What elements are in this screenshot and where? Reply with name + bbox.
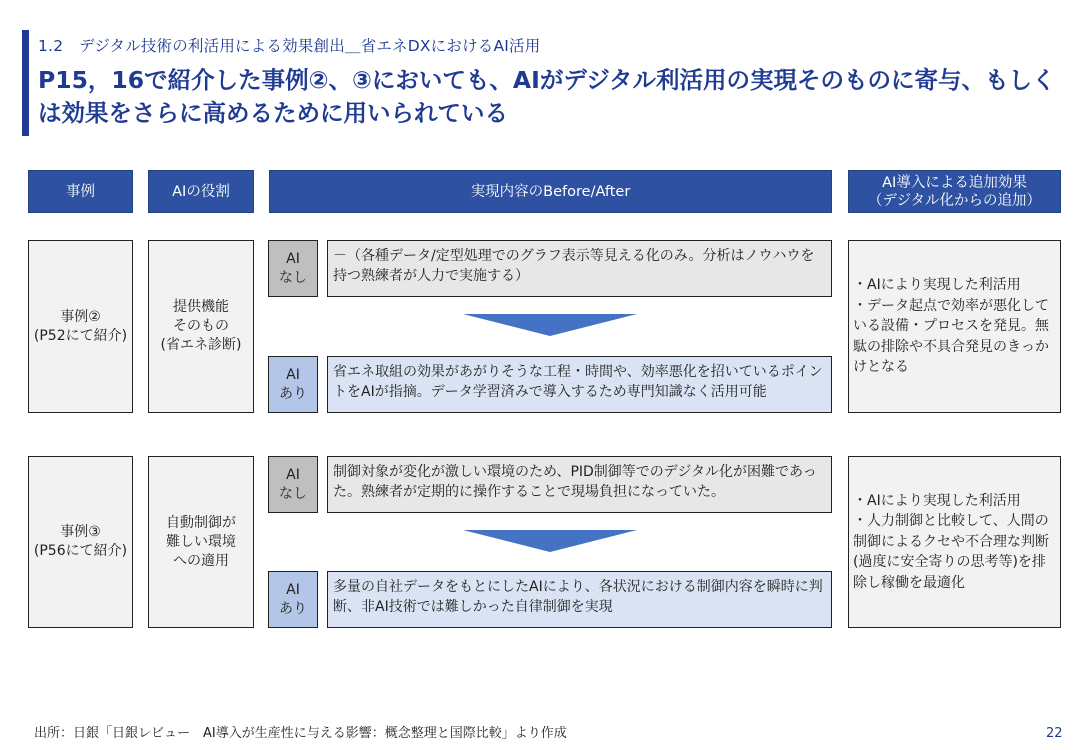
header-additional-effect — [848, 170, 1061, 213]
case-reference: (P56にて紹介) — [33, 543, 128, 559]
header-before-after: 実現内容のBefore/After — [269, 170, 832, 213]
down-arrow-icon — [463, 530, 637, 552]
ai-role-line: 自動制御が — [166, 514, 236, 531]
case-cell-1 — [28, 240, 133, 413]
ai-role-line: 提供機能 — [173, 299, 229, 315]
tag-label: AI — [286, 466, 300, 483]
without-ai-tag-1 — [268, 240, 318, 297]
page-title: P15，16で紹介した事例②、③においても、AIがデジタル利活用の実現そのものに寄与、もしくは効果をさらに高めるために用いられている — [38, 66, 1056, 127]
effect-text: ・AIにより実現した利活用 ・データ起点で効率が悪化している設備・プロセスを発見。無駄の排除や不具合発見のきっかけとなる — [853, 277, 1049, 376]
tag-label: AI — [286, 366, 300, 383]
section-subtitle: 1.2 デジタル技術の利活用による効果創出＿省エネDXにおけるAI活用 — [38, 37, 541, 55]
ai-role-cell-1 — [148, 240, 254, 413]
with-ai-description-1: 省エネ取組の効果があがりそうな工程・時間や、効率悪化を招いているポイントをAIが指摘。データ学習済みで導入するため専門知識なく活用可能 — [327, 356, 832, 413]
tag-label: なし — [279, 485, 307, 502]
ai-role-line: への適用 — [173, 552, 229, 569]
tag-label: AI — [286, 581, 300, 598]
header-case: 事例 — [28, 170, 133, 213]
without-ai-description-2: 制御対象が変化が激しい環境のため、PID制御等でのデジタル化が困難であった。熟練者が定期的に操作することで現場負担になっていた。 — [327, 456, 832, 513]
additional-effect-cell-1 — [848, 240, 1061, 413]
case-cell-2 — [28, 456, 133, 628]
without-ai-description-1: －（各種データ/定型処理でのグラフ表示等見える化のみ。分析はノウハウを持つ熟練者が人力で実施する） — [327, 240, 832, 297]
case-reference: (P52にて紹介) — [33, 327, 128, 344]
header-effect-line2: （デジタル化からの追加） — [867, 192, 1042, 209]
ai-role-line: 難しい環境 — [166, 533, 236, 550]
ai-role-line: (省エネ診断) — [160, 337, 242, 353]
tag-label: あり — [279, 600, 307, 617]
without-ai-tag-2 — [268, 456, 318, 513]
case-name: 事例② — [60, 308, 101, 325]
with-ai-tag-1 — [268, 356, 318, 413]
tag-label: あり — [279, 385, 307, 402]
case-name: 事例③ — [60, 524, 101, 540]
header-ai-role: AIの役割 — [148, 170, 254, 213]
with-ai-description-2: 多量の自社データをもとにしたAIにより、各状況における制御内容を瞬時に判断、非AI技術では難しかった自律制御を実現 — [327, 571, 832, 628]
ai-role-line: そのもの — [173, 318, 229, 334]
tag-label: なし — [279, 269, 307, 286]
title-accent-bar — [22, 30, 29, 136]
ai-role-cell-2 — [148, 456, 254, 628]
with-ai-tag-2 — [268, 571, 318, 628]
down-arrow-icon — [463, 314, 637, 336]
source-note: 出所：日銀「日銀レビュー AI導入が生産性に与える影響：概念整理と国際比較」より作成 — [34, 726, 567, 741]
page-number: 22 — [1046, 726, 1063, 741]
additional-effect-cell-2 — [848, 456, 1061, 628]
effect-text: ・AIにより実現した利活用 ・人力制御と比較して、人間の制御によるクセや不合理な判断(過度に安全寄りの思考等)を排除し稼働を最適化 — [853, 492, 1049, 591]
header-effect-line1: AI導入による追加効果 — [882, 174, 1027, 191]
tag-label: AI — [286, 250, 300, 267]
